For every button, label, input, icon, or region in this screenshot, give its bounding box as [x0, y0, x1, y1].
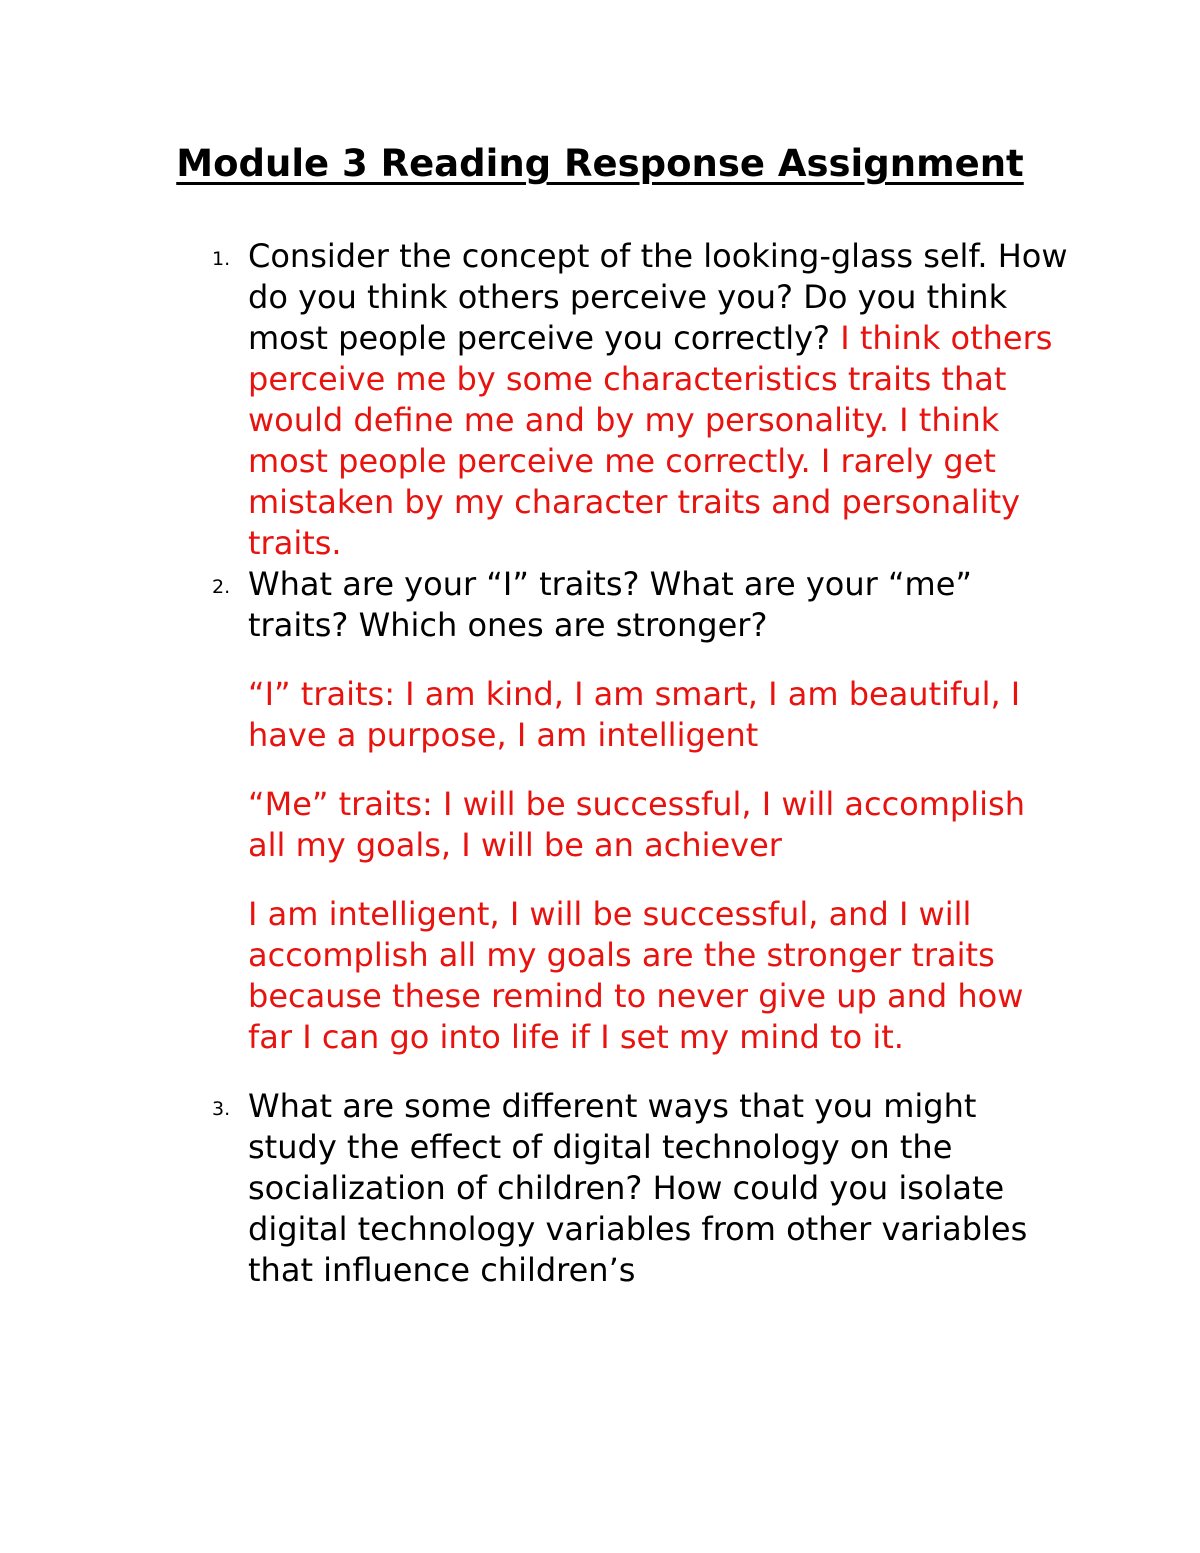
- question-item-2: [212, 564, 1068, 1058]
- answer-1-text: I think others perceive me by some characteristics traits that would define me and by my personality. I think most people perceive me correctly. I rarely get mistaken by my character traits and personality traits.: [248, 319, 1053, 562]
- question-number-1: 1.: [212, 248, 231, 270]
- question-item-1: [212, 236, 1068, 564]
- answer-2-me-traits: “Me” traits: I will be successful, I will accomplish all my goals, I will be an achiever: [248, 785, 1025, 864]
- answer-2-stronger-traits: I am intelligent, I will be successful, and I will accomplish all my goals are the stronger traits because these remind to never give up and how far I can go into life if I set my mind to it.: [248, 895, 1024, 1056]
- document-title: Module 3 Reading Response Assignment: [176, 142, 1024, 185]
- answer-2-i-traits: “I” traits: I am kind, I am smart, I am beautiful, I have a purpose, I am intelligent: [248, 675, 1021, 754]
- question-item-3: [212, 1086, 1068, 1291]
- question-3-text: What are some different ways that you might study the effect of digital technology on the socialization of children? How could you isolate digital technology variables from other variables that influence children’s: [248, 1087, 1028, 1289]
- question-list: [212, 236, 1068, 1291]
- question-1-text: Consider the concept of the looking-glass self. How do you think others perceive you? Do you think most people perceive you correctly?: [248, 237, 1068, 357]
- question-2-text: What are your “I” traits? What are your “me” traits? Which ones are stronger?: [248, 565, 972, 644]
- question-number-2: 2.: [212, 576, 231, 598]
- question-1-paragraph: [248, 236, 1068, 564]
- question-number-3: 3.: [212, 1098, 231, 1120]
